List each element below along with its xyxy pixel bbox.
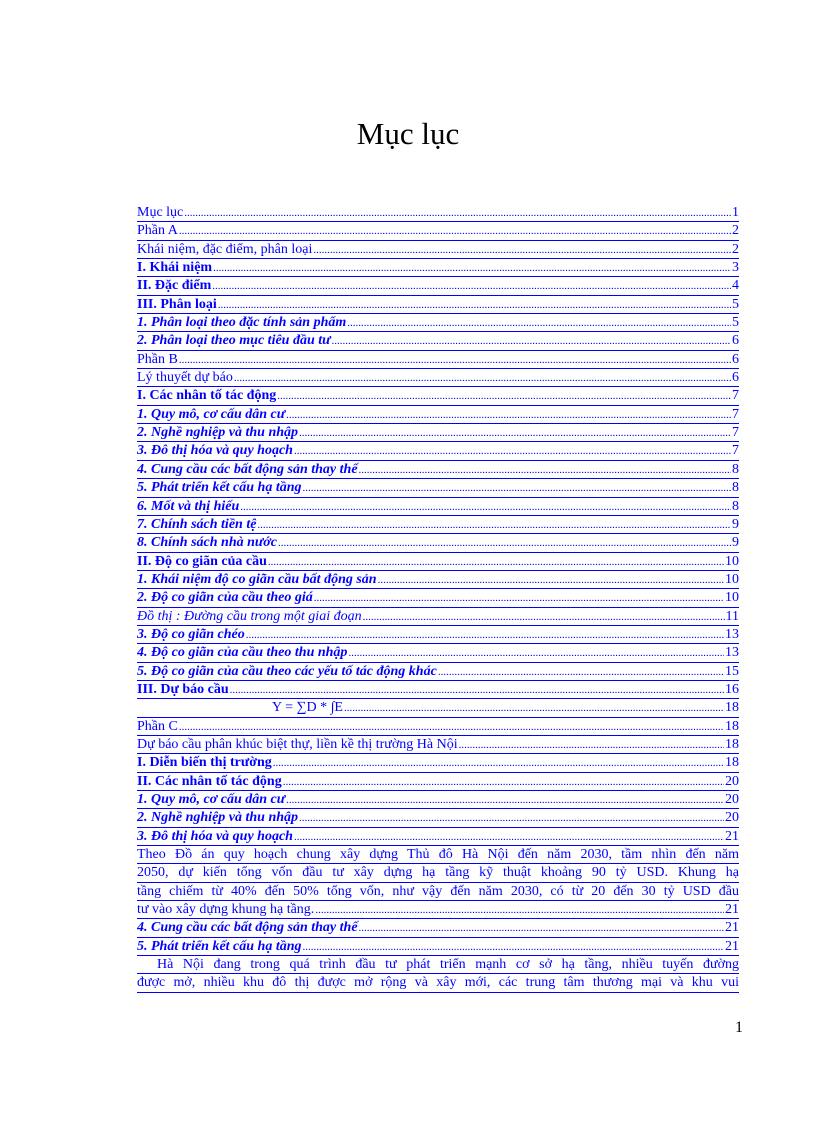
toc-entry-title: Mục lục	[137, 205, 184, 220]
toc-entry[interactable]	[137, 773, 739, 791]
toc-entry[interactable]	[137, 919, 739, 937]
toc-entry-title: 4. Độ co giãn của cầu theo thu nhập	[137, 645, 348, 661]
toc-entry-title: 8. Chính sách nhà nước	[137, 535, 278, 551]
toc-dot-leader	[299, 809, 724, 827]
toc-entry-page: 6	[732, 333, 739, 349]
toc-entry-title: II. Độ co giãn của cầu	[137, 553, 267, 569]
toc-dot-leader	[359, 919, 724, 937]
toc-entry-title: 5. Phát triển kết cấu hạ tầng	[137, 480, 302, 496]
toc-entry[interactable]	[137, 699, 739, 717]
toc-entry-page: 20	[725, 773, 739, 789]
toc-dot-leader	[438, 663, 724, 681]
toc-dot-leader	[313, 241, 731, 259]
toc-dot-leader	[179, 222, 731, 240]
toc-entry[interactable]	[137, 571, 739, 589]
toc-entry-page: 3	[732, 260, 739, 276]
toc-dot-leader	[268, 553, 724, 571]
toc-entry[interactable]	[137, 736, 739, 754]
toc-entry[interactable]	[137, 424, 739, 442]
toc-entry[interactable]	[137, 516, 739, 534]
toc-dot-leader	[218, 296, 731, 314]
toc-entry-page: 8	[732, 498, 739, 514]
toc-dot-leader	[213, 259, 731, 277]
toc-entry-page: 8	[732, 480, 739, 496]
toc-dot-leader	[332, 332, 731, 350]
toc-dot-leader	[303, 479, 731, 497]
toc-dot-leader	[179, 351, 731, 369]
toc-entry-page: 4	[732, 278, 739, 294]
toc-entry-page: 8	[732, 461, 739, 477]
toc-entry[interactable]	[137, 406, 739, 424]
toc-entry[interactable]	[137, 681, 739, 699]
toc-trailing-line: Hà Nội đang trong quá trình đầu tư phát triển mạnh cơ sở hạ tầng, nhiều tuyến đường	[137, 956, 739, 974]
toc-entry-page: 9	[732, 535, 739, 551]
toc-entry-page: 20	[725, 810, 739, 826]
toc-paragraph-line: tầng chiếm từ 40% đến 50% tổng vốn, như vậy đến năm 2030, có từ 20 đến 30 tỷ USD đầu	[137, 883, 739, 901]
toc-entry[interactable]	[137, 479, 739, 497]
toc-entry[interactable]	[137, 332, 739, 350]
toc-dot-leader	[277, 387, 731, 405]
page-title: Mục lục	[356, 116, 460, 151]
toc-trailing-paragraph[interactable]	[137, 956, 739, 993]
toc-entry[interactable]	[137, 387, 739, 405]
toc-dot-leader	[179, 718, 724, 736]
toc-entry-title: 3. Đô thị hóa và quy hoạch	[137, 828, 293, 844]
toc-entry-page: 5	[732, 315, 739, 331]
toc-entry[interactable]	[137, 791, 739, 809]
toc-entry-title: 2. Nghề nghiệp và thu nhập	[137, 425, 299, 441]
toc-dot-leader	[303, 938, 724, 956]
toc-entry-page: 13	[725, 645, 739, 661]
toc-entry-title: 4. Cung cầu các bất động sản thay thế	[137, 461, 358, 477]
toc-entry[interactable]	[137, 754, 739, 772]
toc-dot-leader	[294, 442, 731, 460]
toc-entry-title: 1. Khái niệm độ co giãn cầu bất động sản	[137, 571, 377, 587]
toc-dot-leader	[314, 589, 724, 607]
toc-dot-leader	[240, 498, 731, 516]
toc-dot-leader	[257, 516, 731, 534]
toc-entry[interactable]	[137, 314, 739, 332]
toc-entry-title: 1. Quy mô, cơ cấu dân cư	[137, 792, 286, 807]
toc-entry-page: 2	[732, 223, 739, 239]
toc-entry-title: 2. Phân loại theo mục tiêu đầu tư	[137, 333, 331, 349]
toc-entry-title: Đồ thị : Đường cầu trong một giai đoạn	[137, 608, 362, 624]
toc-entry[interactable]	[137, 589, 739, 607]
page-number: 1	[735, 1019, 743, 1036]
toc-entry[interactable]	[137, 608, 739, 626]
toc-trailing-line: được mở, nhiều khu đô thị được mở rộng và xây mới, các trung tâm thương mại và khu vui	[137, 974, 739, 992]
toc-entry[interactable]	[137, 369, 739, 387]
toc-dot-leader	[283, 773, 724, 791]
toc-entry-page: 18	[725, 755, 739, 771]
toc-entry-title: Phần C	[137, 718, 178, 734]
toc-entry-page: 7	[732, 388, 739, 404]
toc-dot-leader	[286, 406, 731, 424]
toc-entry-title: II. Đặc điểm	[137, 278, 212, 294]
toc-dot-leader	[363, 608, 725, 626]
toc-entry-page: 21	[725, 828, 739, 844]
toc-entry-title: 5. Phát triển kết cấu hạ tầng	[137, 938, 302, 954]
toc-entry-page: 10	[725, 590, 739, 606]
toc-entry[interactable]	[137, 901, 739, 919]
toc-entry[interactable]	[137, 461, 739, 479]
toc-entry-title: 3. Độ co giãn chéo	[137, 626, 245, 642]
toc-dot-leader	[286, 791, 724, 809]
toc-entry[interactable]	[137, 442, 739, 460]
toc-entry[interactable]	[137, 938, 739, 956]
toc-entry-title: 6. Mốt và thị hiếu	[137, 498, 240, 514]
toc-entry[interactable]	[137, 259, 739, 277]
toc-entry-title: 1. Quy mô, cơ cấu dân cư	[137, 406, 286, 422]
toc-entry-page: 18	[725, 718, 739, 734]
toc-entry-page: 6	[732, 351, 739, 367]
toc-entry-title: Dự báo cầu phân khúc biệt thự, liền kề thị trường Hà Nội	[137, 736, 458, 752]
toc-entry-title: III. Dự báo cầu	[137, 681, 229, 697]
toc-entry-page: 9	[732, 516, 739, 532]
toc-entry[interactable]	[137, 626, 739, 644]
toc-entry-page: 13	[725, 626, 739, 642]
toc-dot-leader	[378, 571, 724, 589]
toc-dot-leader	[359, 461, 731, 479]
toc-entry-page: 7	[732, 425, 739, 441]
toc-entry-page: 1	[732, 205, 739, 220]
toc-entry-page: 21	[725, 920, 739, 936]
toc-paragraph-entry[interactable]	[137, 846, 739, 919]
toc-dot-leader	[278, 534, 731, 552]
toc-entry[interactable]	[137, 351, 739, 369]
toc-dot-leader	[347, 314, 731, 332]
toc-entry-title: Lý thuyết dự báo	[137, 370, 233, 386]
toc-entry-title: tư vào xây dựng khung hạ tầng.	[137, 902, 315, 918]
toc-entry-title: I. Các nhân tố tác động	[137, 388, 277, 404]
toc-entry[interactable]	[137, 241, 739, 259]
toc-entry[interactable]	[137, 277, 739, 295]
toc-entry[interactable]	[137, 809, 739, 827]
toc-entry[interactable]	[137, 553, 739, 571]
toc-entry-page: 7	[732, 406, 739, 422]
toc-entry-title: 3. Đô thị hóa và quy hoạch	[137, 443, 293, 459]
toc-after-list	[137, 919, 739, 956]
table-of-contents	[137, 204, 739, 993]
toc-entry[interactable]	[137, 644, 739, 662]
toc-entry-page: 10	[725, 571, 739, 587]
toc-dot-leader	[348, 644, 724, 662]
toc-entry-title: Phần A	[137, 223, 178, 239]
toc-entry-title: I. Diễn biến thị trường	[137, 755, 272, 771]
toc-entry-title: 7. Chính sách tiền tệ	[137, 516, 257, 532]
toc-dot-leader	[230, 681, 724, 699]
toc-entry-page: 10	[725, 553, 739, 569]
toc-entry[interactable]	[137, 296, 739, 314]
toc-entry[interactable]	[137, 828, 739, 846]
toc-entry-title: II. Các nhân tố tác động	[137, 773, 282, 789]
toc-entry-page: 2	[732, 241, 739, 257]
toc-dot-leader	[459, 736, 724, 754]
toc-entry-title: 1. Phân loại theo đặc tính sản phẩm	[137, 315, 347, 331]
toc-dot-leader	[234, 369, 731, 387]
toc-entry-page: 21	[725, 938, 739, 954]
toc-entry-page: 16	[725, 681, 739, 697]
toc-dot-leader	[184, 204, 731, 222]
toc-main-list	[137, 204, 739, 846]
toc-entry-title: III. Phân loại	[137, 296, 217, 312]
toc-entry-page: 15	[725, 663, 739, 679]
toc-entry-page: 18	[725, 700, 739, 716]
toc-entry[interactable]	[137, 718, 739, 736]
toc-entry-title: 2. Nghề nghiệp và thu nhập	[137, 810, 299, 826]
toc-entry-title: Y = ∑D * ∫E	[272, 700, 343, 716]
toc-dot-leader	[246, 626, 724, 644]
toc-entry-title: 2. Độ co giãn của cầu theo giá	[137, 590, 313, 606]
toc-dot-leader	[344, 699, 724, 717]
toc-dot-leader	[294, 828, 724, 846]
toc-entry-page: 21	[725, 902, 739, 918]
toc-entry[interactable]	[137, 534, 739, 552]
toc-entry[interactable]	[137, 222, 739, 240]
toc-dot-leader	[273, 754, 724, 772]
toc-dot-leader	[315, 901, 724, 919]
toc-entry[interactable]	[137, 204, 739, 222]
toc-entry-title: 5. Độ co giãn của cầu theo các yếu tố tác động khác	[137, 663, 437, 679]
toc-entry[interactable]	[137, 498, 739, 516]
toc-paragraph-line: 2050, dự kiến tổng vốn đầu tư xây dựng hạ tầng kỹ thuật khoảng 90 tỷ USD. Khung hạ	[137, 864, 739, 882]
toc-entry-page: 20	[725, 792, 739, 807]
toc-entry-title: Khái niệm, đặc điểm, phân loại	[137, 241, 313, 257]
toc-entry-title: 4. Cung cầu các bất động sản thay thế	[137, 920, 358, 936]
toc-entry-page: 5	[732, 296, 739, 312]
toc-entry-page: 18	[725, 736, 739, 752]
toc-paragraph-line: Theo Đồ án quy hoạch chung xây dựng Thủ đô Hà Nội đến năm 2030, tầm nhìn đến năm	[137, 846, 739, 864]
toc-entry-title: Phần B	[137, 351, 178, 367]
toc-dot-leader	[299, 424, 731, 442]
toc-entry-page: 6	[732, 370, 739, 386]
toc-entry-page: 7	[732, 443, 739, 459]
toc-dot-leader	[212, 277, 731, 295]
toc-entry[interactable]	[137, 663, 739, 681]
toc-entry-page: 11	[725, 608, 739, 624]
toc-entry-title: I. Khái niệm	[137, 260, 213, 276]
